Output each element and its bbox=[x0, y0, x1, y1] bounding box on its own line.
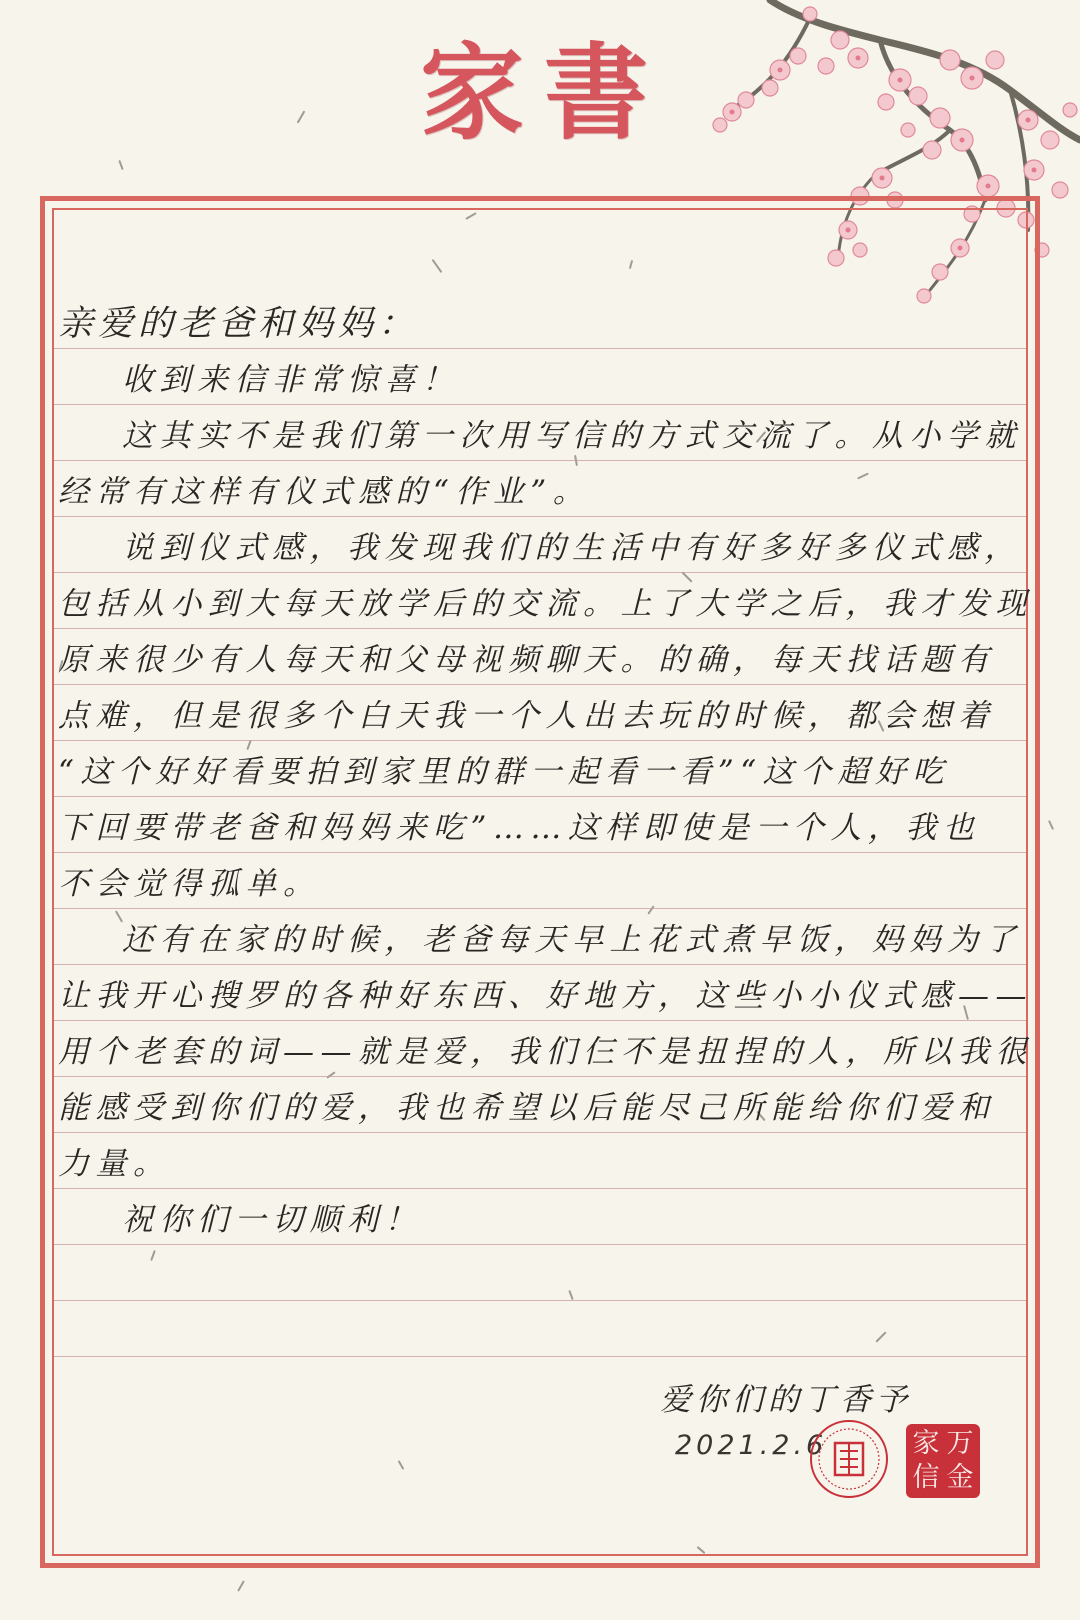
letter-line: 能感受到你们的爱，我也希望以后能尽己所能给你们爱和 bbox=[58, 1090, 996, 1126]
letter-line: 不会觉得孤单。 bbox=[58, 866, 321, 902]
letter-title: 家書 bbox=[420, 31, 669, 154]
salutation: 亲爱的老爸和妈妈： bbox=[58, 304, 419, 344]
closing-wish: 祝你们一切顺利！ bbox=[122, 1202, 422, 1238]
letter-date: 2021.2.6 bbox=[675, 1430, 828, 1461]
letter-line: 这其实不是我们第一次用写信的方式交流了。从小学就 bbox=[122, 418, 1022, 454]
letter-line: “这个好好看要拍到家里的群一起看一看”“这个超好吃 bbox=[58, 754, 951, 790]
seal-char: 金 bbox=[946, 1462, 974, 1493]
letter-line: 让我开心搜罗的各种好东西、好地方，这些小小仪式感—— bbox=[58, 978, 1033, 1014]
letter-line: 下回要带老爸和妈妈来吃”……这样即使是一个人，我也 bbox=[58, 810, 981, 846]
seal-char: 家 bbox=[912, 1428, 940, 1459]
letter-line: 点难，但是很多个白天我一个人出去玩的时候，都会想着 bbox=[58, 698, 996, 734]
seal-char: 万 bbox=[946, 1428, 974, 1459]
round-seal-icon bbox=[808, 1418, 890, 1500]
letter-line: 还有在家的时候，老爸每天早上花式煮早饭，妈妈为了 bbox=[122, 922, 1022, 958]
letter-line: 包括从小到大每天放学后的交流。上了大学之后，我才发现 bbox=[58, 586, 1033, 622]
letter-line: 收到来信非常惊喜！ bbox=[122, 362, 460, 398]
letter-line: 用个老套的词——就是爱，我们仨不是扭捏的人，所以我很 bbox=[58, 1034, 1033, 1070]
letter-body bbox=[58, 292, 1033, 1244]
square-seal-stamp bbox=[906, 1424, 980, 1498]
letter-line: 原来很少有人每天和父母视频聊天。的确，每天找话题有 bbox=[58, 642, 996, 678]
signature: 爱你们的丁香予 bbox=[660, 1382, 912, 1418]
letter-line: 说到仪式感，我发现我们的生活中有好多好多仪式感， bbox=[122, 530, 1022, 566]
letter-line: 力量。 bbox=[58, 1146, 171, 1182]
seal-char: 信 bbox=[912, 1462, 940, 1493]
letter-line: 经常有这样有仪式感的“作业”。 bbox=[58, 474, 591, 510]
